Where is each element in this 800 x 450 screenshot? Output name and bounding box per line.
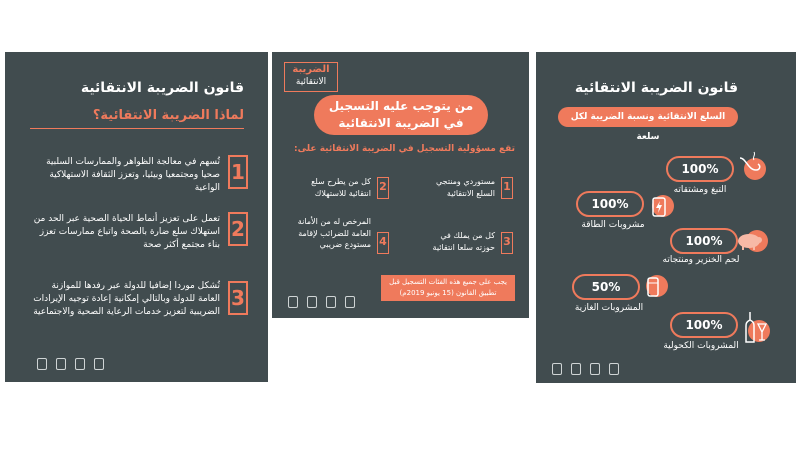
logo-strip [552,363,619,375]
left-panel [5,52,268,382]
left-panel-title: قانون الضريبة الانتقائية [80,80,244,96]
item-number: 4 [377,232,389,254]
badge-line2: الانتقائية [295,77,327,87]
item-text: مستوردي ومنتجي السلع الانتقائية [435,177,495,198]
emblem-icon [94,358,104,370]
emblem-icon [56,358,66,370]
intro-text: تقع مسؤولية التسجيل في الضريبة الانتقائية على: [294,144,515,154]
note-box [381,275,515,301]
item-number: 3 [501,232,513,254]
heading-pill [314,95,488,135]
left-panel-subtitle: لماذا الضريبة الانتقائية؟ [92,108,244,123]
item-text: تُشكل موردا إضافيا للدولة عبر رفدها للموازنة العامة للدولة وبالتالي إمكانية إعادة توجيه الإيرادات الضريبية لتعزيز خدمات الرعاية الصحية والاجتماعية [33,281,220,318]
tax-rate-badge: 100% [670,312,738,338]
emblem-icon [75,358,85,370]
heading-line2: في الضريبة الانتقائية [338,116,464,130]
item-number: 2 [377,177,389,199]
item-text: المرخص له من الأمانة العامة للضرائب لإقامة مستودع ضريبي [297,217,371,250]
good-label: المشروبات الكحولية [663,341,739,351]
emblem-icon [552,363,562,375]
item-number: 3 [228,281,248,315]
emblem-icon [288,296,298,308]
item-text: تُسهم في معالجة الظواهر والممارسات السلبية صحيا ومجتمعيا وبيئيا، وتعزز الثقافة الاستهلاكية الواعية [46,157,220,194]
tax-rate-badge: 100% [576,191,644,217]
good-label: المشروبات الغازية [574,303,644,313]
logo-strip [37,358,104,370]
item-text: كل من يملك في حوزته سلعا انتقائية [432,231,495,252]
subtitle-pill: السلع الانتقائية ونسبة الضريبة لكل سلعة [558,107,738,127]
middle-panel [272,52,529,318]
emblem-icon [571,363,581,375]
tax-rate-badge: 100% [666,156,734,182]
heading-line1: من يتوجب عليه التسجيل [328,99,474,113]
energy-drink-icon [648,196,670,218]
item-text: تعمل على تعزيز أنماط الحياة الصحية عبر الحد من استهلاك سلع ضارة بالصحة واتباع ممارسات تعزز بناء مجتمع أكثر صحة [33,214,220,251]
right-panel-title: قانون الضريبة الانتقائية [574,80,738,96]
logo-strip [288,296,355,308]
pig-icon [734,228,764,252]
right-panel [536,52,796,383]
item-text: كل من يطرح سلع انتقائية للاستهلاك [311,177,371,198]
tax-rate-badge: 50% [572,274,640,300]
good-label: التبغ ومشتقاته [673,185,727,195]
subtitle-underline [30,128,244,129]
pipe-icon [736,148,764,176]
emblem-icon [37,358,47,370]
tax-rate-badge: 100% [670,228,738,254]
item-number: 1 [501,177,513,199]
bottle-icon [740,310,770,344]
note-text: يجب على جميع هذه الفئات التسجيل قبل تطبيق القانون (15 يونيو 2019م) [389,278,507,297]
badge-line1: الضريبة [292,64,330,75]
emblem-icon [590,363,600,375]
good-label: مشروبات الطاقة [581,220,645,230]
item-number: 2 [228,212,248,246]
emblem-icon [609,363,619,375]
item-number: 1 [228,155,248,189]
emblem-icon [326,296,336,308]
emblem-icon [307,296,317,308]
good-label: لحم الخنزير ومنتجاته [662,255,740,265]
soda-can-icon [642,276,664,298]
emblem-icon [345,296,355,308]
badge [284,62,338,92]
